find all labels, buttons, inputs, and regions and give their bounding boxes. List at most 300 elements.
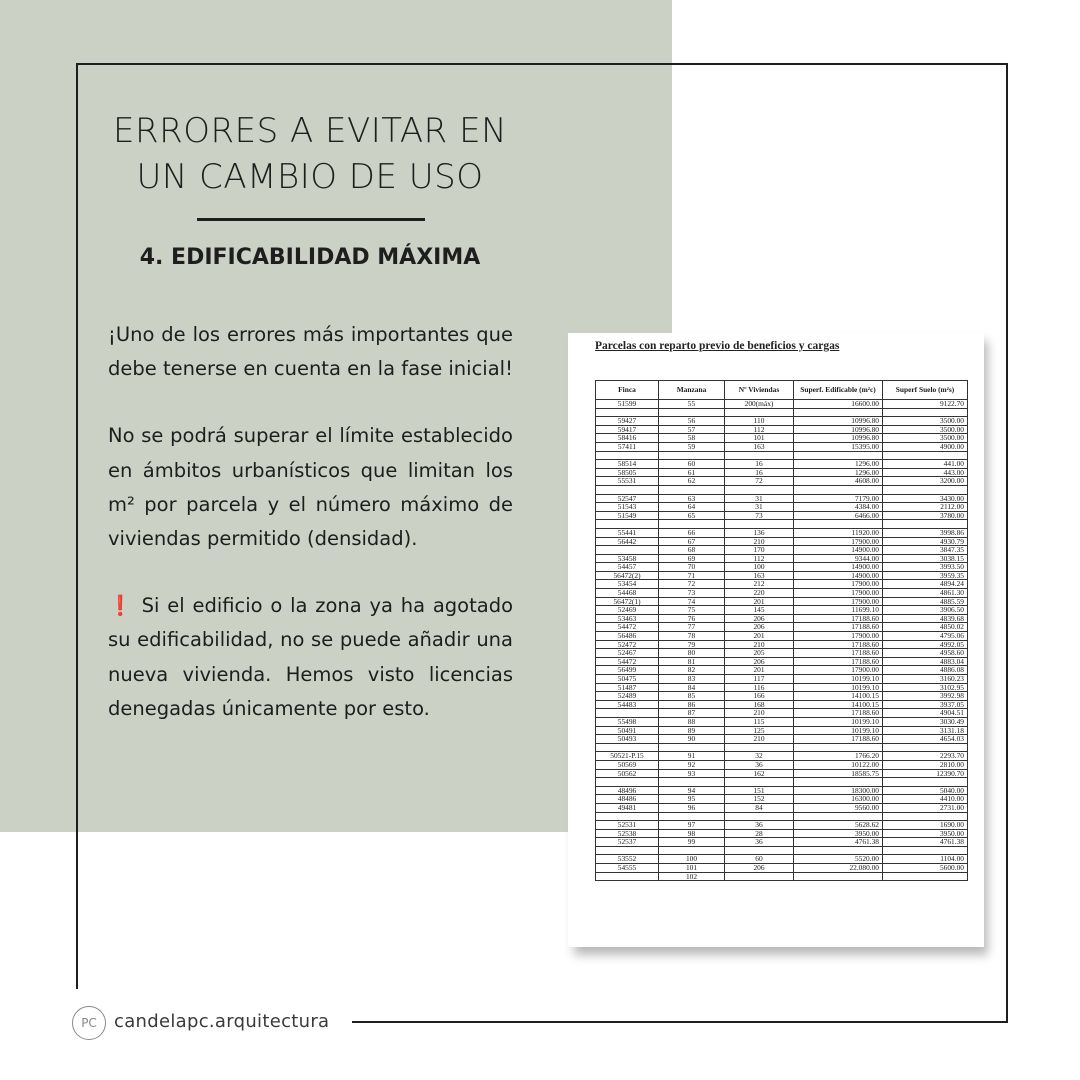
table-row: [596, 546, 968, 555]
cell-superf-suelo: 4886.08: [883, 666, 968, 675]
cell-superf-suelo: 1104.00: [883, 855, 968, 864]
cell-superf-suelo: [883, 812, 968, 821]
cell-superf-suelo: 3998.86: [883, 528, 968, 537]
cell-superf-suelo: 3500.00: [883, 425, 968, 434]
cell-superf-suelo: 4839.68: [883, 614, 968, 623]
cell-superf-suelo: 441.00: [883, 460, 968, 469]
paragraph-intro: ¡Uno de los errores más importantes que debe tenerse en cuenta en la fase inicial!: [108, 323, 513, 381]
cell-manzana: 79: [659, 640, 725, 649]
cell-finca: 52538: [596, 829, 659, 838]
cell-superf-edificable: 17900.00: [794, 597, 883, 606]
cell-viviendas: 16: [725, 460, 794, 469]
cell-superf-edificable: 3950.00: [794, 829, 883, 838]
cell-superf-edificable: 17188.60: [794, 640, 883, 649]
cell-superf-edificable: 17900.00: [794, 666, 883, 675]
cell-viviendas: 60: [725, 855, 794, 864]
cell-finca: [596, 408, 659, 417]
cell-finca: 52547: [596, 494, 659, 503]
cell-superf-edificable: 17900.00: [794, 537, 883, 546]
cell-manzana: 96: [659, 803, 725, 812]
table-row: [596, 717, 968, 726]
cell-viviendas: 72: [725, 477, 794, 486]
cell-viviendas: [725, 872, 794, 881]
cell-manzana: 58: [659, 434, 725, 443]
header-finca: Finca: [596, 381, 659, 400]
cell-manzana: 82: [659, 666, 725, 675]
cell-superf-suelo: 4410.00: [883, 795, 968, 804]
cell-superf-edificable: 4608.00: [794, 477, 883, 486]
cell-superf-suelo: 4992.05: [883, 640, 968, 649]
cell-viviendas: 36: [725, 821, 794, 830]
cell-viviendas: 220: [725, 589, 794, 598]
cell-finca: 53454: [596, 580, 659, 589]
cell-superf-edificable: 9344.00: [794, 554, 883, 563]
cell-superf-suelo: 5040.00: [883, 786, 968, 795]
cell-superf-suelo: [883, 743, 968, 752]
header-manzana: Manzana: [659, 381, 725, 400]
cell-superf-edificable: [794, 408, 883, 417]
cell-superf-edificable: 17188.60: [794, 657, 883, 666]
table-row: [596, 606, 968, 615]
cell-superf-suelo: 3780.00: [883, 511, 968, 520]
cell-superf-edificable: [794, 846, 883, 855]
table-row: [596, 571, 968, 580]
cell-superf-suelo: 3030.49: [883, 717, 968, 726]
cell-manzana: 56: [659, 417, 725, 426]
cell-manzana: 59: [659, 442, 725, 451]
cell-viviendas: [725, 778, 794, 787]
cell-superf-edificable: 14900.00: [794, 546, 883, 555]
cell-viviendas: 116: [725, 683, 794, 692]
cell-viviendas: 36: [725, 838, 794, 847]
cell-manzana: [659, 846, 725, 855]
section-subtitle: 4. EDIFICABILIDAD MÁXIMA: [139, 245, 481, 270]
cell-viviendas: 152: [725, 795, 794, 804]
cell-viviendas: 28: [725, 829, 794, 838]
cell-finca: [596, 451, 659, 460]
cell-manzana: 60: [659, 460, 725, 469]
cell-finca: 51549: [596, 511, 659, 520]
parcel-table: [595, 380, 968, 881]
cell-superf-suelo: 5600.00: [883, 864, 968, 873]
cell-manzana: 97: [659, 821, 725, 830]
cell-superf-suelo: 4861.30: [883, 589, 968, 598]
cell-viviendas: 212: [725, 580, 794, 589]
cell-viviendas: 170: [725, 546, 794, 555]
frame-line-left: [76, 63, 78, 989]
cell-viviendas: 163: [725, 571, 794, 580]
cell-viviendas: 136: [725, 528, 794, 537]
cell-finca: 50493: [596, 735, 659, 744]
cell-viviendas: 31: [725, 503, 794, 512]
cell-superf-edificable: 18585.75: [794, 769, 883, 778]
cell-viviendas: 210: [725, 640, 794, 649]
cell-superf-edificable: 10122.00: [794, 760, 883, 769]
cell-finca: 55531: [596, 477, 659, 486]
cell-manzana: 76: [659, 614, 725, 623]
cell-finca: 58514: [596, 460, 659, 469]
cell-viviendas: 201: [725, 666, 794, 675]
table-row: [596, 872, 968, 881]
cell-superf-edificable: 10199.10: [794, 683, 883, 692]
table-row: [596, 425, 968, 434]
table-row: [596, 632, 968, 641]
cell-viviendas: 32: [725, 752, 794, 761]
cell-viviendas: 151: [725, 786, 794, 795]
cell-finca: 57411: [596, 442, 659, 451]
cell-superf-suelo: 2293.70: [883, 752, 968, 761]
table-row: [596, 580, 968, 589]
cell-superf-suelo: 3959.35: [883, 571, 968, 580]
cell-viviendas: 163: [725, 442, 794, 451]
cell-finca: 52537: [596, 838, 659, 847]
cell-manzana: 69: [659, 554, 725, 563]
cell-viviendas: 206: [725, 864, 794, 873]
cell-viviendas: 210: [725, 537, 794, 546]
cell-superf-edificable: 14100.15: [794, 700, 883, 709]
cell-superf-edificable: 11920.00: [794, 528, 883, 537]
table-row: [596, 511, 968, 520]
header-superf-edificable: Superf. Edificable (m²c): [794, 381, 883, 400]
cell-viviendas: 73: [725, 511, 794, 520]
cell-superf-suelo: 4900.00: [883, 442, 968, 451]
cell-finca: 59417: [596, 425, 659, 434]
cell-finca: 54483: [596, 700, 659, 709]
cell-superf-edificable: 10199.10: [794, 726, 883, 735]
cell-manzana: 63: [659, 494, 725, 503]
cell-superf-edificable: 17900.00: [794, 580, 883, 589]
cell-manzana: 66: [659, 528, 725, 537]
cell-superf-edificable: 22.080.00: [794, 864, 883, 873]
table-row: [596, 683, 968, 692]
cell-viviendas: 117: [725, 675, 794, 684]
cell-manzana: 92: [659, 760, 725, 769]
table-row: [596, 803, 968, 812]
table-row: [596, 700, 968, 709]
cell-superf-edificable: 17188.60: [794, 623, 883, 632]
cell-superf-suelo: 4795.06: [883, 632, 968, 641]
table-row: [596, 434, 968, 443]
cell-manzana: 55: [659, 400, 725, 409]
title-line-1: ERRORES A EVITAR EN: [112, 111, 508, 151]
table-row: [596, 589, 968, 598]
table-row: [596, 477, 968, 486]
cell-superf-suelo: 3937.05: [883, 700, 968, 709]
frame-line-bottom: [352, 1021, 1008, 1023]
table-row: [596, 846, 968, 855]
cell-superf-edificable: 10996.80: [794, 434, 883, 443]
cell-manzana: 74: [659, 597, 725, 606]
document-title: Parcelas con reparto previo de beneficios y cargas: [595, 340, 840, 352]
cell-superf-edificable: 4384.00: [794, 503, 883, 512]
cell-superf-suelo: 3200.00: [883, 477, 968, 486]
table-row: [596, 520, 968, 529]
table-row: [596, 460, 968, 469]
cell-superf-suelo: 2810.00: [883, 760, 968, 769]
cell-superf-edificable: 18300.00: [794, 786, 883, 795]
cell-superf-edificable: 10996.80: [794, 425, 883, 434]
cell-manzana: 84: [659, 683, 725, 692]
brand-logo: PC: [72, 1006, 106, 1040]
table-row: [596, 829, 968, 838]
cell-finca: 59427: [596, 417, 659, 426]
cell-superf-suelo: 443.00: [883, 468, 968, 477]
cell-viviendas: 115: [725, 717, 794, 726]
cell-superf-edificable: [794, 520, 883, 529]
cell-superf-edificable: 17900.00: [794, 589, 883, 598]
table-row: [596, 821, 968, 830]
cell-finca: [596, 520, 659, 529]
cell-manzana: 80: [659, 649, 725, 658]
cell-finca: [596, 743, 659, 752]
cell-superf-suelo: 3992.98: [883, 692, 968, 701]
table-row: [596, 563, 968, 572]
cell-manzana: 68: [659, 546, 725, 555]
cell-superf-suelo: [883, 485, 968, 494]
cell-viviendas: 201: [725, 632, 794, 641]
cell-superf-suelo: 3131.18: [883, 726, 968, 735]
table-row: [596, 743, 968, 752]
cell-superf-suelo: 2112.00: [883, 503, 968, 512]
cell-manzana: 90: [659, 735, 725, 744]
table-row: [596, 503, 968, 512]
cell-viviendas: 201: [725, 597, 794, 606]
cell-manzana: 100: [659, 855, 725, 864]
cell-superf-edificable: 10199.10: [794, 675, 883, 684]
cell-superf-edificable: 1766.20: [794, 752, 883, 761]
cell-superf-edificable: 17188.60: [794, 614, 883, 623]
cell-manzana: 75: [659, 606, 725, 615]
table-row: [596, 451, 968, 460]
cell-viviendas: [725, 451, 794, 460]
cell-finca: 58416: [596, 434, 659, 443]
cell-finca: 50475: [596, 675, 659, 684]
cell-finca: 54472: [596, 623, 659, 632]
cell-superf-suelo: 3038.15: [883, 554, 968, 563]
cell-viviendas: [725, 846, 794, 855]
cell-superf-suelo: 1690.00: [883, 821, 968, 830]
frame-line-right: [1006, 63, 1008, 1023]
cell-superf-suelo: 3906.50: [883, 606, 968, 615]
brand-name: candelapc.arquitectura: [114, 1011, 330, 1032]
cell-superf-edificable: 1296.00: [794, 460, 883, 469]
header-viviendas: Nº Viviendas: [725, 381, 794, 400]
cell-manzana: 62: [659, 477, 725, 486]
table-row: [596, 468, 968, 477]
cell-superf-edificable: 9560.00: [794, 803, 883, 812]
cell-viviendas: 16: [725, 468, 794, 477]
cell-superf-edificable: 17188.60: [794, 735, 883, 744]
title-line-2: UN CAMBIO DE USO: [136, 157, 484, 197]
cell-superf-suelo: 2731.00: [883, 803, 968, 812]
table-row: [596, 760, 968, 769]
cell-superf-suelo: 4885.59: [883, 597, 968, 606]
cell-viviendas: 31: [725, 494, 794, 503]
document-scan: [568, 333, 984, 947]
table-row: [596, 614, 968, 623]
cell-viviendas: 36: [725, 760, 794, 769]
table-row: [596, 485, 968, 494]
cell-finca: 50521-P.15: [596, 752, 659, 761]
cell-manzana: 64: [659, 503, 725, 512]
cell-finca: 56499: [596, 666, 659, 675]
cell-viviendas: 112: [725, 554, 794, 563]
cell-manzana: [659, 743, 725, 752]
cell-finca: 50491: [596, 726, 659, 735]
cell-finca: 48496: [596, 786, 659, 795]
cell-finca: 51487: [596, 683, 659, 692]
table-header-row: [596, 381, 968, 400]
table-row: [596, 554, 968, 563]
paragraph-warning: [108, 589, 513, 726]
table-row: [596, 709, 968, 718]
cell-viviendas: 206: [725, 623, 794, 632]
cell-finca: 52531: [596, 821, 659, 830]
cell-viviendas: 100: [725, 563, 794, 572]
table-row: [596, 537, 968, 546]
cell-superf-suelo: [883, 451, 968, 460]
cell-superf-edificable: [794, 743, 883, 752]
cell-superf-edificable: [794, 451, 883, 460]
cell-superf-edificable: 5628.62: [794, 821, 883, 830]
cell-viviendas: [725, 408, 794, 417]
cell-manzana: 94: [659, 786, 725, 795]
cell-manzana: 61: [659, 468, 725, 477]
cell-finca: 50569: [596, 760, 659, 769]
body-text: [108, 318, 513, 759]
cell-manzana: 89: [659, 726, 725, 735]
cell-finca: 52467: [596, 649, 659, 658]
cell-superf-suelo: [883, 778, 968, 787]
cell-finca: 58505: [596, 468, 659, 477]
table-row: [596, 649, 968, 658]
cell-viviendas: 162: [725, 769, 794, 778]
cell-viviendas: 166: [725, 692, 794, 701]
cell-superf-edificable: 16300.00: [794, 795, 883, 804]
cell-viviendas: 112: [725, 425, 794, 434]
cell-manzana: 65: [659, 511, 725, 520]
cell-superf-edificable: 4761.38: [794, 838, 883, 847]
cell-finca: 51599: [596, 400, 659, 409]
cell-superf-edificable: 10996.80: [794, 417, 883, 426]
cell-finca: [596, 846, 659, 855]
cell-viviendas: 210: [725, 735, 794, 744]
table-row: [596, 417, 968, 426]
cell-finca: 54457: [596, 563, 659, 572]
cell-manzana: 85: [659, 692, 725, 701]
cell-finca: 51543: [596, 503, 659, 512]
cell-superf-edificable: 17900.00: [794, 632, 883, 641]
cell-finca: 53458: [596, 554, 659, 563]
table-row: [596, 597, 968, 606]
table-row: [596, 864, 968, 873]
cell-manzana: 91: [659, 752, 725, 761]
cell-finca: 53463: [596, 614, 659, 623]
cell-superf-edificable: [794, 778, 883, 787]
cell-superf-edificable: 14900.00: [794, 563, 883, 572]
cell-superf-suelo: 3847.35: [883, 546, 968, 555]
cell-superf-suelo: 3102.95: [883, 683, 968, 692]
cell-viviendas: 125: [725, 726, 794, 735]
cell-superf-suelo: 3950.00: [883, 829, 968, 838]
paragraph-limit: No se podrá superar el límite establecido en ámbitos urbanísticos que limitan los m² por parcela y el número máximo de viviendas permitido (densidad).: [108, 424, 513, 551]
table-row: [596, 528, 968, 537]
cell-finca: [596, 546, 659, 555]
cell-manzana: 72: [659, 580, 725, 589]
table-row: [596, 666, 968, 675]
table-row: [596, 838, 968, 847]
cell-superf-edificable: 14900.00: [794, 571, 883, 580]
cell-superf-edificable: 17188.60: [794, 649, 883, 658]
cell-superf-suelo: [883, 520, 968, 529]
cell-superf-suelo: 12390.70: [883, 769, 968, 778]
table-row: [596, 778, 968, 787]
cell-finca: [596, 812, 659, 821]
cell-superf-suelo: [883, 872, 968, 881]
cell-viviendas: 110: [725, 417, 794, 426]
cell-finca: 56472(1): [596, 597, 659, 606]
cell-superf-suelo: 4850.02: [883, 623, 968, 632]
frame-line-top: [76, 63, 1008, 65]
table-row: [596, 795, 968, 804]
cell-viviendas: 206: [725, 614, 794, 623]
cell-viviendas: 145: [725, 606, 794, 615]
cell-superf-edificable: [794, 812, 883, 821]
cell-manzana: 95: [659, 795, 725, 804]
cell-superf-edificable: 6466.00: [794, 511, 883, 520]
cell-finca: 54555: [596, 864, 659, 873]
cell-superf-suelo: 3160.23: [883, 675, 968, 684]
cell-superf-suelo: 4930.79: [883, 537, 968, 546]
cell-viviendas: 200(máx): [725, 400, 794, 409]
cell-viviendas: 101: [725, 434, 794, 443]
cell-superf-edificable: 14100.15: [794, 692, 883, 701]
cell-superf-suelo: 4761.38: [883, 838, 968, 847]
cell-manzana: [659, 408, 725, 417]
cell-finca: 52472: [596, 640, 659, 649]
cell-superf-suelo: 4654.03: [883, 735, 968, 744]
cell-manzana: 67: [659, 537, 725, 546]
cell-finca: 55498: [596, 717, 659, 726]
cell-manzana: 83: [659, 675, 725, 684]
cell-manzana: 87: [659, 709, 725, 718]
cell-superf-suelo: 3500.00: [883, 434, 968, 443]
cell-superf-edificable: [794, 872, 883, 881]
cell-viviendas: 205: [725, 649, 794, 658]
cell-finca: [596, 778, 659, 787]
title-divider: [197, 218, 425, 221]
table-row: [596, 752, 968, 761]
cell-superf-suelo: 3993.50: [883, 563, 968, 572]
cell-superf-suelo: 4904.51: [883, 709, 968, 718]
cell-finca: 52469: [596, 606, 659, 615]
table-row: [596, 640, 968, 649]
header-superf-suelo: Superf Suelo (m²s): [883, 381, 968, 400]
cell-viviendas: 210: [725, 709, 794, 718]
cell-manzana: 93: [659, 769, 725, 778]
cell-finca: 52489: [596, 692, 659, 701]
cell-finca: 48486: [596, 795, 659, 804]
cell-manzana: 98: [659, 829, 725, 838]
cell-finca: 54468: [596, 589, 659, 598]
paragraph-warning-text: Si el edificio o la zona ya ha agotado su edificabilidad, no se puede añadir una nueva vivienda. Hemos visto licencias denegadas únicamente por esto.: [108, 594, 514, 720]
table-body: [596, 400, 968, 881]
cell-manzana: 88: [659, 717, 725, 726]
cell-manzana: 71: [659, 571, 725, 580]
cell-manzana: 73: [659, 589, 725, 598]
cell-superf-suelo: [883, 846, 968, 855]
cell-superf-suelo: 3430.00: [883, 494, 968, 503]
